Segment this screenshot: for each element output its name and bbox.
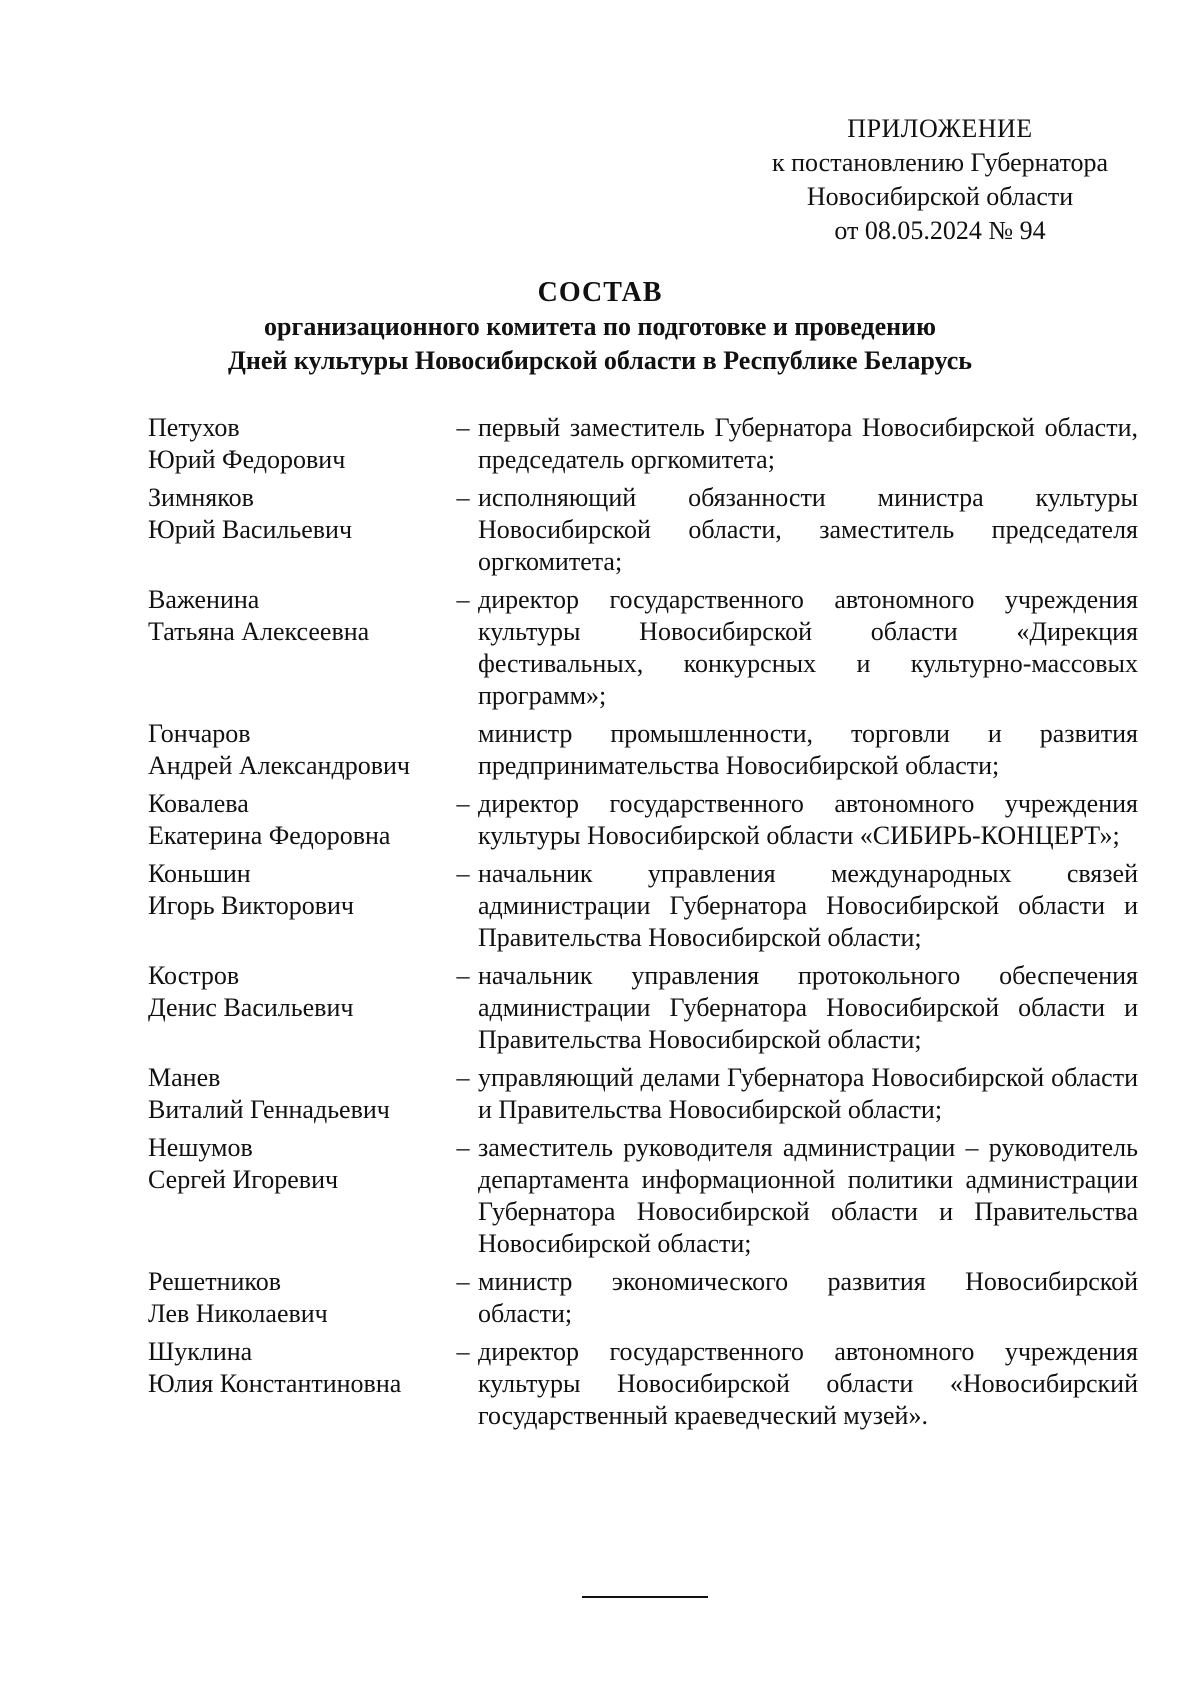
member-name	[148, 858, 448, 954]
member-surname: Костров	[148, 961, 240, 990]
member-dash: –	[456, 961, 470, 990]
closing-rule	[582, 1596, 708, 1598]
member-surname: Решетников	[148, 1267, 281, 1296]
member-given-names: Лев Николаевич	[148, 1299, 328, 1328]
member-surname: Зимняков	[148, 483, 254, 512]
member-role: начальник управления протокольного обеспечения администрации Губернатора Новосибирской области и Правительства Новосибирской области;	[478, 961, 1138, 1054]
member-name	[148, 1132, 448, 1260]
member-given-names: Юрий Федорович	[148, 445, 346, 474]
member-role: управляющий делами Губернатора Новосибирской области и Правительства Новосибирской области;	[478, 1063, 1138, 1124]
member-surname: Петухов	[148, 413, 240, 442]
document-heading	[100, 276, 1100, 378]
member-dash: –	[456, 483, 470, 512]
appendix-block	[750, 112, 1130, 248]
heading-line-1: организационного комитета по подготовке и проведению	[264, 312, 936, 341]
member-dash: –	[456, 1133, 470, 1162]
member-role: директор государственного автономного учреждения культуры Новосибирской области «Новосибирский государственный краеведческий музей».	[478, 1337, 1138, 1430]
member-row	[148, 960, 1138, 1056]
member-name	[148, 788, 448, 852]
member-given-names: Юрий Васильевич	[148, 515, 353, 544]
member-dash: –	[456, 1337, 470, 1366]
member-name	[148, 584, 448, 712]
member-name	[148, 1336, 448, 1432]
member-name	[148, 482, 448, 578]
heading-title: СОСТАВ	[537, 277, 663, 308]
member-role: заместитель руководителя администрации – руководитель департамента информационной политики администрации Губернатора Новосибирской области и Правительства Новосибирской области;	[478, 1133, 1138, 1258]
member-given-names: Екатерина Федоровна	[148, 821, 391, 850]
member-role: начальник управления международных связей администрации Губернатора Новосибирской области и Правительства Новосибирской области;	[478, 859, 1138, 952]
appendix-line-3: от 08.05.2024 № 94	[834, 216, 1046, 245]
member-given-names: Андрей Александрович	[148, 751, 410, 780]
member-row	[148, 718, 1138, 782]
member-row	[148, 788, 1138, 852]
member-name	[148, 960, 448, 1056]
appendix-line-1: к постановлению Губернатора	[771, 148, 1109, 177]
member-role: директор государственного автономного учреждения культуры Новосибирской области «Дирекция фестивальных, конкурсных и культурно-массовых программ»;	[478, 585, 1138, 710]
member-dash	[448, 718, 478, 782]
member-row	[148, 1336, 1138, 1432]
member-row	[148, 1132, 1138, 1260]
member-row	[148, 482, 1138, 578]
heading-line-2: Дней культуры Новосибирской области в Республике Беларусь	[227, 346, 972, 375]
appendix-title: ПРИЛОЖЕНИЕ	[847, 114, 1033, 143]
member-surname: Важенина	[148, 585, 260, 614]
member-name	[148, 1062, 448, 1126]
member-surname: Манев	[148, 1063, 221, 1092]
member-given-names: Сергей Игоревич	[148, 1165, 339, 1194]
member-dash: –	[456, 585, 470, 614]
member-row	[148, 584, 1138, 712]
member-dash: –	[456, 1267, 470, 1296]
members-list	[148, 412, 1138, 1438]
member-role: первый заместитель Губернатора Новосибирской области, председатель оргкомитета;	[478, 413, 1138, 474]
member-dash: –	[456, 859, 470, 888]
member-row	[148, 1266, 1138, 1330]
member-surname: Гончаров	[148, 719, 251, 748]
member-surname: Шуклина	[148, 1337, 253, 1366]
member-name	[148, 412, 448, 476]
member-surname: Нешумов	[148, 1133, 253, 1162]
member-dash: –	[456, 789, 470, 818]
member-given-names: Виталий Геннадьевич	[148, 1095, 390, 1124]
member-row	[148, 1062, 1138, 1126]
member-role: министр экономического развития Новосибирской области;	[478, 1267, 1138, 1328]
member-given-names: Татьяна Алексеевна	[148, 617, 370, 646]
appendix-line-2: Новосибирской области	[806, 182, 1074, 211]
member-surname: Ковалева	[148, 789, 249, 818]
member-row	[148, 858, 1138, 954]
member-role: исполняющий обязанности министра культуры Новосибирской области, заместитель председателя оргкомитета;	[478, 483, 1138, 576]
member-dash: –	[456, 413, 470, 442]
member-given-names: Игорь Викторович	[148, 891, 354, 920]
member-given-names: Юлия Константиновна	[148, 1369, 402, 1398]
member-surname: Коньшин	[148, 859, 251, 888]
member-row	[148, 412, 1138, 476]
member-role: министр промышленности, торговли и развития предпринимательства Новосибирской области;	[478, 719, 1138, 780]
member-name	[148, 718, 448, 782]
member-given-names: Денис Васильевич	[148, 993, 354, 1022]
member-role: директор государственного автономного учреждения культуры Новосибирской области «СИБИРЬ-КОНЦЕРТ»;	[478, 789, 1138, 850]
member-name	[148, 1266, 448, 1330]
member-dash: –	[456, 1063, 470, 1092]
